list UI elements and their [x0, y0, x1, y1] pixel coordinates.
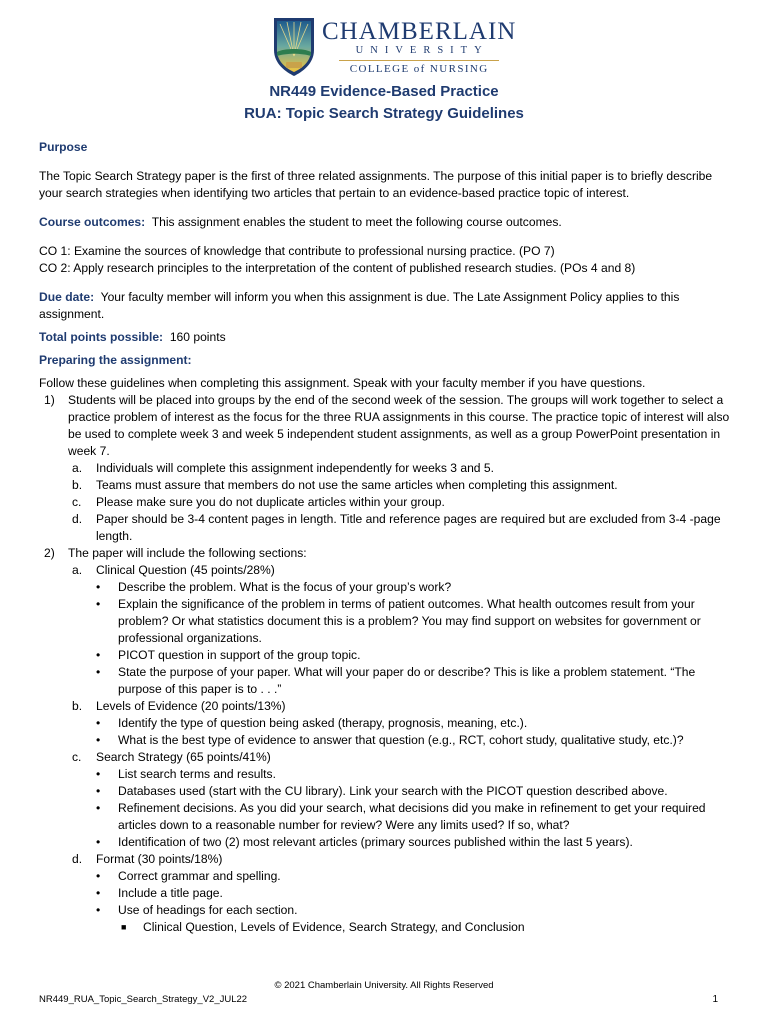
list-item: c. Please make sure you do not duplicate articles within your group.	[72, 495, 445, 509]
footer-document-id: NR449_RUA_Topic_Search_Strategy_V2_JUL22	[39, 994, 248, 1005]
chamberlain-logo	[272, 16, 517, 78]
logo-university: UNIVERSITY	[355, 45, 489, 56]
list-item: d. Paper should be 3-4 content pages in length. Title and reference pages are required but are excluded from 3-4 -page length.	[72, 512, 721, 543]
logo-name: CHAMBERLAIN	[322, 18, 517, 45]
course-outcomes-text: This assignment enables the student to meet the following course outcomes.	[151, 215, 562, 229]
list-item: a. Individuals will complete this assignment independently for weeks 3 and 5.	[72, 461, 494, 475]
list-item: • Identification of two (2) most relevant articles (primary sources published within the last 5 years).	[96, 835, 633, 849]
list-item: • Include a title page.	[96, 886, 223, 900]
list-item: 1) Students will be placed into groups by the end of the second week of the session. The groups will work together to select a practice problem of interest as the focus for the three RUA assignments in this course. The practice topic of interest will also be used to complete week 3 and week 5 independent student assignments, as well as a group PowerPoint presentation in week 7.	[44, 393, 730, 458]
section-format: d. Format (30 points/18%)	[72, 852, 223, 866]
list-item: • List search terms and results.	[96, 767, 276, 781]
page-number: 1	[712, 994, 718, 1005]
preparing-heading: Preparing the assignment:	[39, 353, 192, 367]
list-item: • Describe the problem. What is the focus of your group’s work?	[96, 580, 452, 594]
list-item: • Refinement decisions. As you did your search, what decisions did you make in refinement to get your required articles down to a reasonable number for review? Were any limits used? If so, what?	[96, 801, 706, 832]
list-item: • PICOT question in support of the group topic.	[96, 648, 361, 662]
list-item: • Explain the significance of the problem in terms of patient outcomes. What health outcomes result from your problem? Or what statistics document this is a problem? You may find support on websites for government or professional organizations.	[96, 597, 701, 645]
list-item: • Identify the type of question being asked (therapy, prognosis, meaning, etc.).	[96, 716, 528, 730]
course-outcomes-heading: Course outcomes:	[39, 215, 146, 229]
list-item: ■ Clinical Question, Levels of Evidence, Search Strategy, and Conclusion	[121, 920, 525, 934]
list-item: • Correct grammar and spelling.	[96, 869, 281, 883]
university-crest-icon	[272, 16, 316, 78]
list-item: • State the purpose of your paper. What will your paper do or describe? This is like a problem statement. “The purpose of this paper is to . . .”	[96, 665, 696, 696]
list-item: b. Teams must assure that members do not use the same articles when completing this assignment.	[72, 478, 618, 492]
section-levels-of-evidence: b. Levels of Evidence (20 points/13%)	[72, 699, 286, 713]
total-points-paragraph	[39, 329, 734, 346]
section-clinical-question: a. Clinical Question (45 points/28%)	[72, 563, 275, 577]
total-points-value: 160 points	[169, 330, 226, 344]
document-title-course: NR449 Evidence-Based Practice	[269, 83, 499, 100]
document-body	[39, 139, 734, 936]
section-search-strategy: c. Search Strategy (65 points/41%)	[72, 750, 271, 764]
total-points-heading: Total points possible:	[39, 330, 164, 344]
list-item: • What is the best type of evidence to answer that question (e.g., RCT, cohort study, qualitative study, etc.)?	[96, 733, 684, 747]
list-item: 2) The paper will include the following sections:	[44, 546, 307, 560]
guidelines-list	[39, 392, 734, 936]
course-outcome-co2: CO 2: Apply research principles to the interpretation of the content of published research studies. (POs 4 and 8)	[39, 261, 636, 275]
due-date-text: Your faculty member will inform you when this assignment is due. The Late Assignment Policy applies to this assignment.	[39, 290, 680, 321]
logo-divider	[339, 60, 499, 61]
course-outcome-co1: CO 1: Examine the sources of knowledge that contribute to professional nursing practice. (PO 7)	[39, 244, 555, 258]
course-outcomes-paragraph	[39, 214, 734, 231]
logo-college: COLLEGE of NURSING	[349, 63, 489, 75]
purpose-text: The Topic Search Strategy paper is the first of three related assignments. The purpose of this initial paper is to briefly describe your search strategies when identifying two articles that pertain to an evidence-based practice topic of interest.	[39, 169, 713, 200]
list-item: • Use of headings for each section.	[96, 903, 298, 917]
list-item: • Databases used (start with the CU library). Link your search with the PICOT question described above.	[96, 784, 668, 798]
document-title-assignment: RUA: Topic Search Strategy Guidelines	[244, 105, 524, 122]
preparing-intro: Follow these guidelines when completing this assignment. Speak with your faculty member if you have questions.	[39, 376, 646, 390]
logo-wordmark	[322, 19, 516, 75]
due-date-heading: Due date:	[39, 290, 95, 304]
footer-copyright: © 2021 Chamberlain University. All Rights Reserved	[274, 980, 494, 991]
due-date-paragraph	[39, 289, 734, 323]
square-bullet-icon: ■	[121, 922, 127, 932]
purpose-heading: Purpose	[39, 140, 88, 154]
